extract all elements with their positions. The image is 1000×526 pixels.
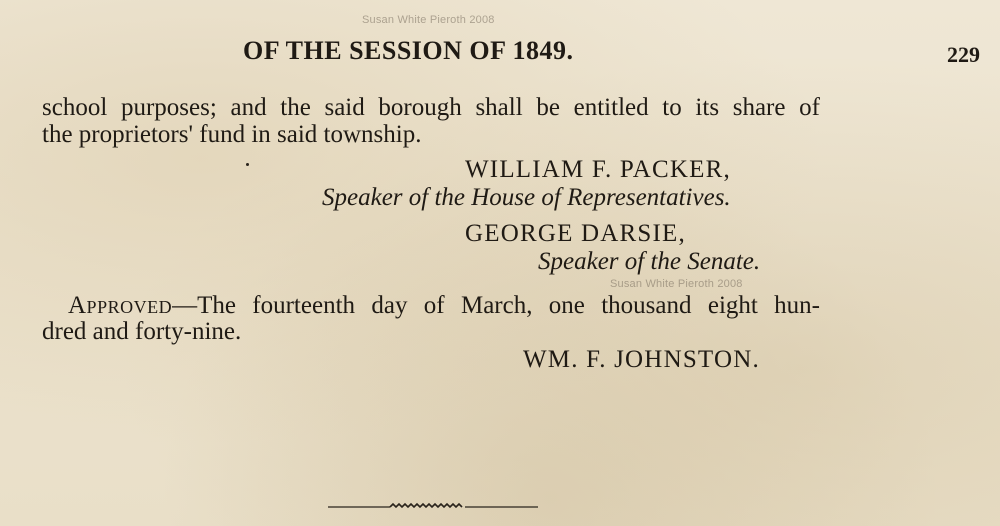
page-number: 229 [947, 42, 980, 67]
approval-line-1-text: —The fourteenth day of March, one thousand eight hun- [172, 292, 820, 319]
approval-line-1 [68, 292, 820, 320]
running-head: OF THE SESSION OF 1849. [243, 36, 574, 65]
approved-label: Approved [68, 292, 173, 319]
watermark-middle: Susan White Pieroth 2008 [610, 278, 743, 290]
body-line-1: school purposes; and the said borough shall be entitled to its share of [42, 94, 820, 121]
ink-speck [246, 163, 249, 166]
watermark-top: Susan White Pieroth 2008 [362, 14, 495, 26]
signature-title-speaker-senate: Speaker of the Senate. [538, 248, 761, 275]
signature-name-speaker-house: WILLIAM F. PACKER, [465, 156, 731, 183]
governor-signature: WM. F. JOHNSTON. [523, 346, 760, 373]
approval-line-2: dred and forty-nine. [42, 318, 242, 345]
signature-name-speaker-senate: GEORGE DARSIE, [465, 220, 686, 247]
signature-title-speaker-house: Speaker of the House of Representatives. [322, 184, 731, 211]
ornamental-rule-icon [328, 500, 538, 514]
body-line-2: the proprietors' fund in said township. [42, 121, 422, 148]
